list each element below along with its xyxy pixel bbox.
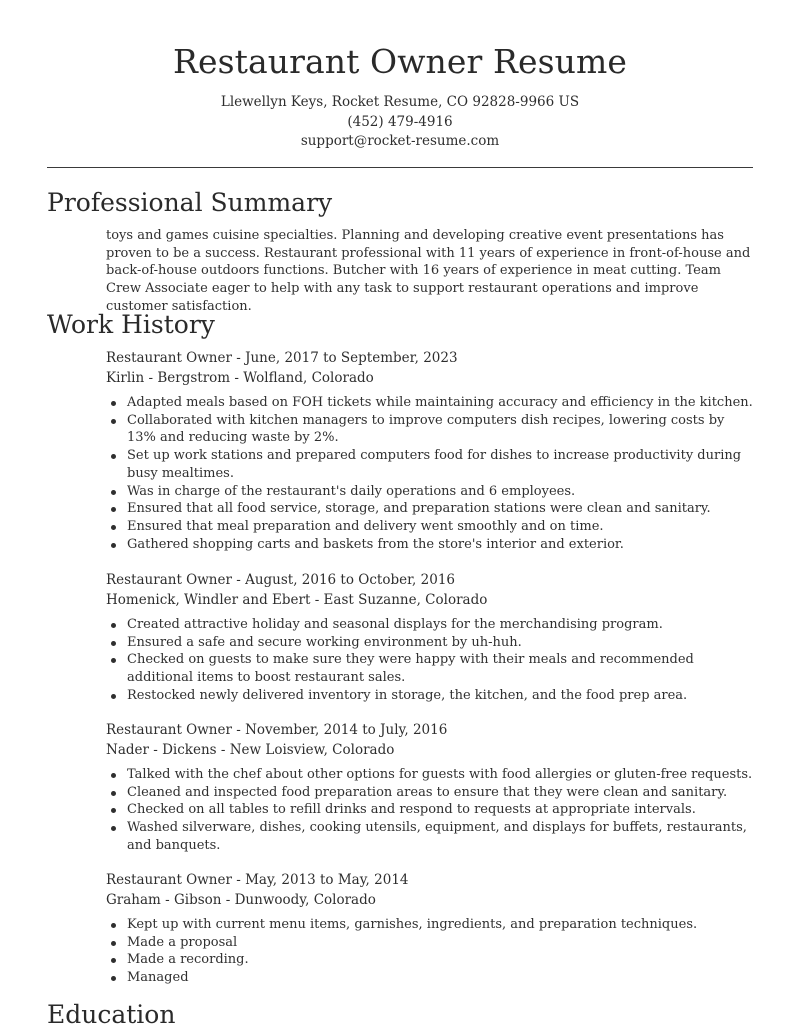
job-entry <box>106 348 754 553</box>
job-entry <box>106 720 754 855</box>
job-bullet: Ensured a safe and secure working environment by uh-huh. <box>127 634 754 652</box>
job-bullet: Checked on guests to make sure they were happy with their meals and recommended additional items to boost restaurant sales. <box>127 651 754 686</box>
job-entry <box>106 570 754 705</box>
summary-text: toys and games cuisine specialties. Planning and developing creative event presentations has proven to be a success. Restaurant professional with 11 years of experience in front-of-house and back-of-house outdoors functions. Butcher with 16 years of experience in meat cutting. Team Crew Associate eager to help with any task to support restaurant operations and improve customer satisfaction. <box>106 228 751 314</box>
job-title: Restaurant Owner - June, 2017 to September, 2023 <box>106 350 458 366</box>
work-history-heading: Work History <box>47 310 215 339</box>
job-bullet: Talked with the chef about other options for guests with food allergies or gluten-free requests. <box>127 767 753 782</box>
job-bullet: Collaborated with kitchen managers to improve computers dish recipes, lowering costs by 13% and reducing waste by 2%. <box>127 412 754 447</box>
job-bullet: Made a proposal <box>127 934 754 952</box>
education-heading: Education <box>47 1000 176 1029</box>
job-bullet: Ensured that meal preparation and delivery went smoothly and on time. <box>127 518 754 536</box>
job-bullet: Ensured that all food service, storage, and preparation stations were clean and sanitary. <box>127 500 754 518</box>
job-title: Restaurant Owner - November, 2014 to July, 2016 <box>106 722 448 738</box>
contact-phone: (452) 479-4916 <box>347 113 453 130</box>
resume-title: Restaurant Owner Resume <box>173 42 627 81</box>
job-bullet: Was in charge of the restaurant's daily operations and 6 employees. <box>127 483 754 501</box>
header-divider <box>47 167 753 168</box>
job-bullet: Washed silverware, dishes, cooking utensils, equipment, and displays for buffets, restaurants, and banquets. <box>127 819 754 854</box>
job-bullet: Checked on all tables to refill drinks and respond to requests at appropriate intervals. <box>127 801 754 819</box>
job-company: Homenick, Windler and Ebert - East Suzanne, Colorado <box>106 592 488 608</box>
contact-address: Llewellyn Keys, Rocket Resume, CO 92828-9966 US <box>220 94 580 110</box>
job-title: Restaurant Owner - August, 2016 to October, 2016 <box>106 572 455 588</box>
job-bullet: Made a recording. <box>127 951 754 969</box>
job-bullet: Set up work stations and prepared computers food for dishes to increase productivity during busy mealtimes. <box>127 447 754 482</box>
job-company: Nader - Dickens - New Loisview, Colorado <box>106 742 395 758</box>
summary-heading: Professional Summary <box>47 188 333 217</box>
job-entry <box>106 870 754 987</box>
job-bullet: Gathered shopping carts and baskets from the store's interior and exterior. <box>127 536 754 554</box>
job-bullets <box>106 766 754 855</box>
contact-email: support@rocket-resume.com <box>300 133 500 149</box>
job-title: Restaurant Owner - May, 2013 to May, 2014 <box>106 872 409 888</box>
job-bullet: Restocked newly delivered inventory in storage, the kitchen, and the food prep area. <box>127 687 754 705</box>
job-company: Kirlin - Bergstrom - Wolfland, Colorado <box>106 370 374 386</box>
job-bullet: Managed <box>127 969 754 987</box>
job-company: Graham - Gibson - Dunwoody, Colorado <box>106 892 376 908</box>
job-bullet: Kept up with current menu items, garnishes, ingredients, and preparation techniques. <box>127 916 754 934</box>
job-bullets <box>106 616 754 705</box>
job-bullets <box>106 394 754 553</box>
job-bullets <box>106 916 754 987</box>
job-bullet: Created attractive holiday and seasonal displays for the merchandising program. <box>127 616 754 634</box>
job-bullet: Adapted meals based on FOH tickets while maintaining accuracy and efficiency in the kitchen. <box>127 395 753 410</box>
contact-block <box>0 93 800 152</box>
job-bullet: Cleaned and inspected food preparation areas to ensure that they were clean and sanitary. <box>127 784 754 802</box>
